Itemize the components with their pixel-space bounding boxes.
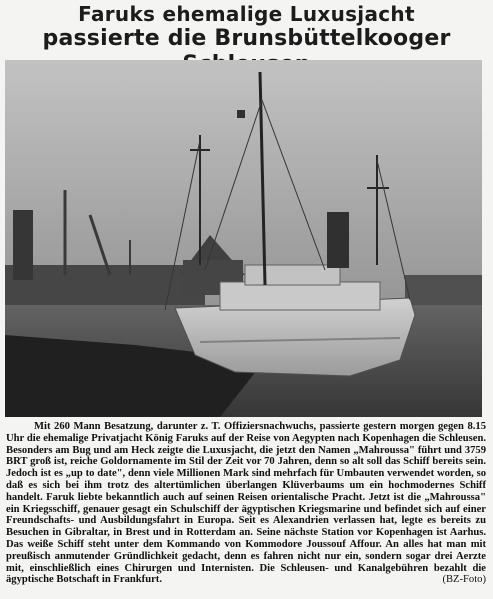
photo-credit: (BZ-Foto)	[442, 574, 486, 586]
headline-line-2: passierte die Brunsbüttelkooger	[42, 26, 451, 51]
article-body: Mit 260 Mann Besatzung, darunter z. T. Offiziersnachwuchs, passierte gestern morgen gegen 8.15 Uhr die ehemalige Privatjacht König Faruks auf der Reise von Aegypten nach Kopenhagen die Schleusen. Besonders am Bug und am Heck zeigte die Luxusjacht, die jetzt den Namen „Mahroussa" führt und 3759 BRT groß ist, reiche Goldornamente im Stil der Zeit vor 70 Jahren, denn so alt soll das Schiff bereits sein. Jedoch ist es „up to date", denn viele Millionen Mark sind mehrfach für Umbauten verwendet worden, so daß es sich bei ihm trotz des altertümlichen überlangen Klüverbaums um ein hochmodernes Schiff handelt. Faruk liebte bekanntlich auch auf seinen Reisen orientalische Pracht. Jetzt ist die „Mahroussa" ein Kriegsschiff, genauer gesagt ein Schulschiff der ägyptischen Kriegsmarine und befindet sich auf einer Freundschafts- und Ausbildungsfahrt in Europa. Seit es Alexandrien verlassen hat, legte es bereits zu Besuchen in Gibraltar, in Brest und in Rotterdam an. Seine nächste Station vor Kopenhagen ist Aarhus. Das weiße Schiff steht unter dem Kommando von Kommodore Joussouf Affour. An alles hat man mit preußisch anmutender Gründlichkeit gedacht, denn es fahren nicht nur ein, sondern sogar drei Aerzte mit, einschließlich eines Chirurgen und Internisten. Die Schleusen- und Kanalgebühren bezahlt die ägyptische Botschaft in Frankfurt.	[6, 421, 486, 586]
photo-tone	[5, 60, 482, 417]
ship-photo-drawing	[5, 60, 482, 417]
headline-line-1: Faruks ehemalige Luxusjacht	[78, 2, 415, 26]
ship-photo	[5, 60, 482, 417]
article-text	[6, 421, 486, 586]
